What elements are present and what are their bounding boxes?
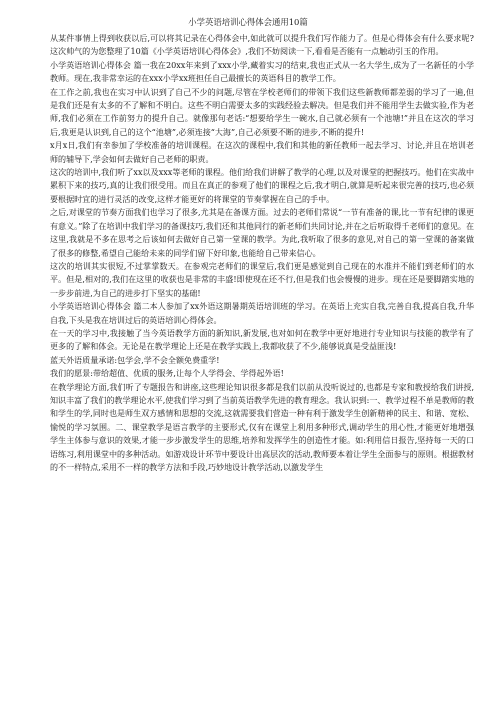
paragraph-article-1-start: 小学英语培训心得体会 篇一我在20xx年来到了xxx小学,藏着实习的结束,我也正式从一名大学生,成为了一名新任的小学教师。现在,我非常幸运的在xxx小学xx班担任自己最擅长的英语科目的教学工作。 xyxy=(50,60,474,84)
paragraph: 在一天的学习中,我接触了当今英语教学方面的新知识,新发展,也对如何在教学中更好地进行专业知识与技能的教学有了更多的了解和体会。无论是在教学理论上还是在教学实践上,我都收获了不少,能够说真是受益匪浅! xyxy=(50,328,474,352)
paragraph: 这次的培训中,我们听了xx以及xxx等老师的课程。他们给我们讲解了教学的心理,以及对课堂的把握技巧。他们在实战中累积下来的技巧,真的让我们很受用。而且在真正的参观了他们的课程之后,我才明白,就算是听起来很完善的技巧,也必须要根据时宜的进行灵活的改变,这样才能更好的将课堂的节奏掌握在自己的手中。 xyxy=(50,168,474,204)
paragraph: 在教学理论方面,我们听了专题报告和讲座,这些理论知识很多都是我们以前从没听说过的,也都是专家和教授给我们讲授,知识丰富了我们的教学理论水平,使我们学习到了当前英语教学先进的教育理念。我认识到:一、教学过程不单是教师的教和学生的学,同时也是师生双方感情和思想的交流,这就需要我们营造一种有利于激发学生创新精神的民主、和谐、宽松、愉悦的学习氛围。二、课堂教学是语言教学的主要形式,仅有在课堂上利用多种形式,调动学生的用心性,才能更好地增强学生主体参与意识的效果,才能一步步激发学生的思维,培养和发挥学生的创造性才能。如:利用信日报告,坚持每一天的口语练习,利用课堂中的多种活动。如游戏设计环节中要设计出高层次的活动,教师要本着让学生全面参与的原则。根据教材的不一样特点,采用不一样的教学方法和手段,巧妙地设计教学活动,以激发学生 xyxy=(50,382,474,472)
paragraph: 之后,对课堂的节奏方面我们也学习了很多,尤其是在备课方面。过去的老师们常说“一节有准备的课,比一节有纪律的课更有意义。”除了在培训中我们学习的备课技巧,我们还和其他同行的新老师们共同讨论,并在之后听取得千老师们的意见。在这里,我就是不多在思考之后该如何去做好自己第一堂课的教学。为此,我听取了很多的意见,对自己的第一堂课的备案做了很多的修整,希望自己能给未来的同学们留下好印象,也能给自己带来信心。 xyxy=(50,208,474,258)
paragraph-vision: 我们的愿景:带给超值、优质的服务,让每个人学得会、学得起外语! xyxy=(50,369,284,379)
paragraph-intro: 从某件事情上得到收获以后,可以将其记录在心得体会中,如此就可以提升我们写作能力了。但是心得体会有什么要求呢?这次帅气的为您整理了10篇《小学英语培训心得体会》,我们不妨阅读一下,看看是否能有一点触动引玉的作用。 xyxy=(50,34,474,57)
paragraph: 这次的培训其实很短,不过掌掌数天。在参观完老师们的课堂后,我们更是感觉到自己现在的水准并不能们到老师们的水平。但是,相对的,我们在这里的收获也是非常的丰盛!即使现在还不行,但是我们也会慢慢的进步。现在还是要脚踏实地的一步步前进,为自己的进步打下坚实的基础! xyxy=(50,261,474,298)
paragraph: x月x日,我们有幸参加了学校准备的培训课程。在这次的课程中,我们和其他的新任教师一起去学习、讨论,并且在培训老师的辅导下,学会如何去做好自己老师的职责。 xyxy=(50,141,474,164)
document-title: 小学英语培训心得体会通用10篇 xyxy=(188,17,308,27)
paragraph: 在工作之前,我也在实习中认识到了自己不少的问题,尽管在学校老师们的带领下我们这些新教师都差弱的学习了一遍,但是我们还是有太多的不了解和不明白。这些不明白需要太多的实践经验去解决。但是我们并不能用学生去做实验,作为老师,我们必须在工作前努力的提升自己。就像那句老话:“想要给学生一碗水,自己就必须有一个池塘!”并且在这次的学习后,我更是认识到,自己的这个“池塘”,必须连接“大海”,自己必须要不断的进步,不断的提升! xyxy=(50,87,474,137)
paragraph-quality-promise: 蓝天外语质量承诺:包学会,学不会全额免费重学! xyxy=(50,355,220,365)
paragraph-article-2-start: 小学英语培训心得体会 篇二本人参加了xx外语这期暑期英语培训班的学习。在英语上充实自我,完善自我,提高自我,升华自我,下头是我在培训过后的英语培训心得体会。 xyxy=(50,302,474,325)
document-body xyxy=(50,32,474,474)
